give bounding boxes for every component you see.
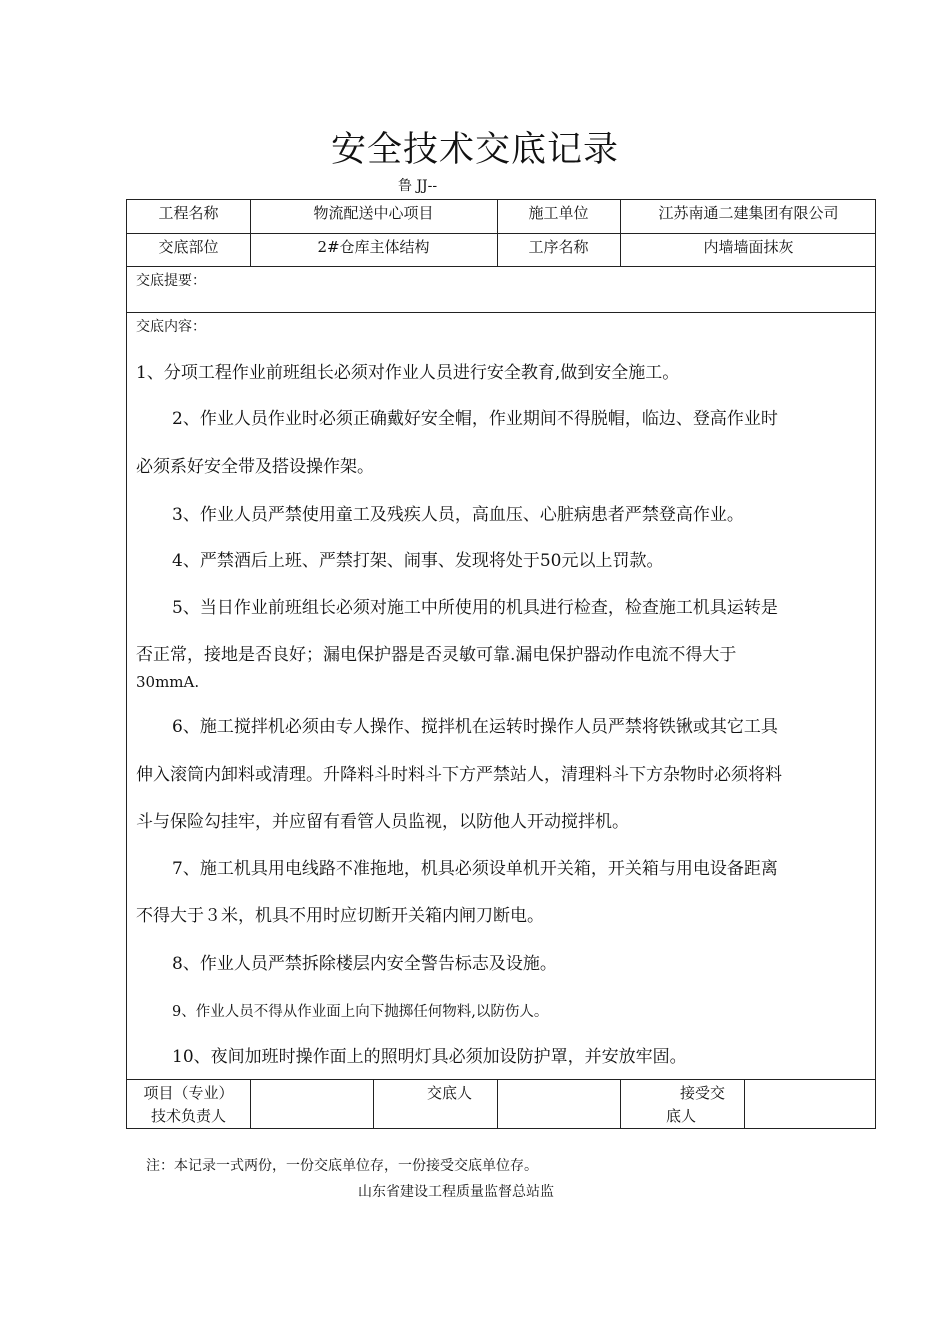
content-line: 必须系好安全带及搭设操作架。 [136,457,374,477]
table-rule [127,233,875,234]
content-label: 交底内容： [136,319,206,335]
part-label: 交底部位 [158,238,219,256]
content-line: 5、当日作业前班组长必须对施工中所使用的机具进行检查，检查施工机具运转是 [172,598,778,618]
content-line: 30mmA. [136,673,200,691]
table-rule [127,1079,875,1080]
content-line: 伸入滚筒内卸料或清理。升降料斗时料斗下方严禁站人，清理料斗下方杂物时必须将料 [136,765,782,785]
discloser-label: 交底人 [427,1084,473,1102]
table-rule [373,1079,374,1129]
content-line: 6、施工搅拌机必须由专人操作、搅拌机在运转时操作人员严禁将铁锹或其它工具 [172,717,778,737]
project-name-value: 物流配送中心项目 [313,204,434,222]
tech-lead-label: 项目（专业） [143,1084,234,1102]
project-name-label: 工程名称 [158,204,219,222]
contractor-value: 江苏南通二建集团有限公司 [658,204,839,222]
receiver-label: 接受交 [680,1084,726,1102]
issuer-text: 山东省建设工程质量监督总站监 [358,1184,554,1200]
content-line: 4、严禁酒后上班、严禁打架、闹事、发现将处于50元以上罚款。 [172,551,664,571]
document-title: 安全技术交底记录 [330,130,619,170]
table-rule [744,1079,745,1129]
process-label: 工序名称 [528,238,589,256]
table-rule [620,1079,621,1129]
record-note: 注：本记录一式两份，一份交底单位存，一份接受交底单位存。 [146,1158,538,1174]
content-line: 7、施工机具用电线路不准拖地，机具必须设单机开关箱，开关箱与用电设备距离 [172,859,778,879]
tech-lead-label: 技术负责人 [150,1107,226,1125]
contractor-label: 施工单位 [528,204,589,222]
summary-label: 交底提要： [136,273,206,289]
table-rule [497,1079,498,1129]
content-line: 不得大于３米，机具不用时应切断开关箱内闸刀断电。 [136,906,544,926]
content-line: 3、作业人员严禁使用童工及残疾人员，高血压、心脏病患者严禁登高作业。 [172,505,744,525]
content-line: 9、作业人员不得从作业面上向下抛掷任何物料,以防伤人。 [172,1004,549,1020]
part-value: 2#仓库主体结构 [317,238,430,256]
table-rule [127,266,875,267]
content-line: 8、作业人员严禁拆除楼层内安全警告标志及设施。 [172,954,557,974]
form-code: 鲁 JJ-- [398,178,438,194]
content-line: 1、分项工程作业前班组长必须对作业人员进行安全教育,做到安全施工。 [136,363,680,383]
content-line: 10、夜间加班时操作面上的照明灯具必须加设防护罩，并安放牢固。 [172,1047,687,1067]
table-rule [250,1079,251,1129]
content-line: 否正常，接地是否良好；漏电保护器是否灵敏可靠.漏电保护器动作电流不得大于 [136,645,737,665]
process-value: 内墙墙面抹灰 [703,238,794,256]
table-rule [127,312,875,313]
content-line: 2、作业人员作业时必须正确戴好安全帽，作业期间不得脱帽，临边、登高作业时 [172,409,778,429]
receiver-label: 底人 [666,1107,697,1125]
content-line: 斗与保险勾挂牢，并应留有看管人员监视，以防他人开动搅拌机。 [136,812,629,832]
